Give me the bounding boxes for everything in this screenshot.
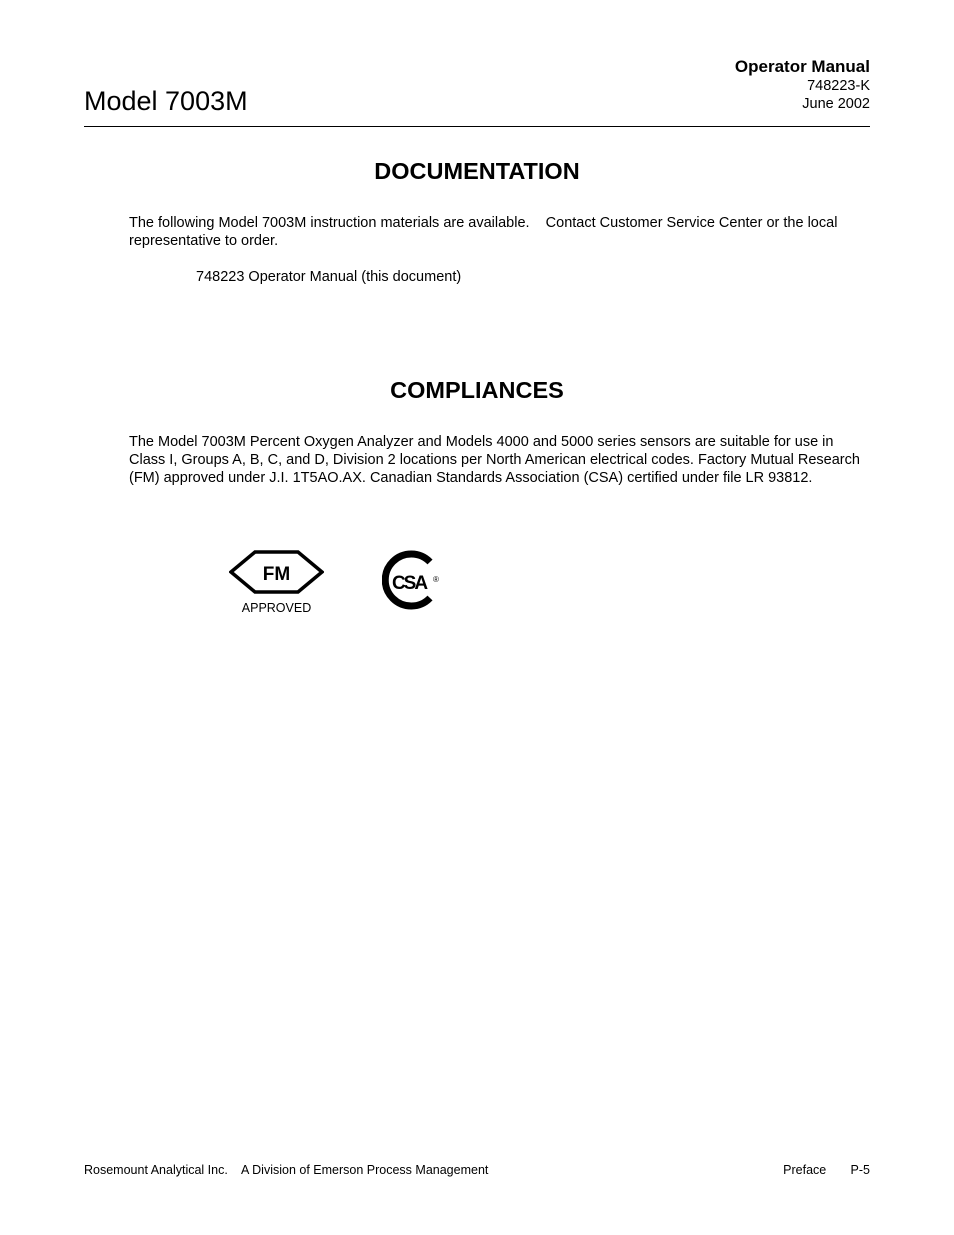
page-number: P-5 (850, 1163, 870, 1177)
compliances-heading: COMPLIANCES (390, 377, 564, 403)
csa-logo (382, 550, 442, 610)
documentation-intro: The following Model 7003M instruction materials are available. Contact Customer Service Center or the local representative to order. (129, 215, 842, 249)
documentation-heading: DOCUMENTATION (374, 158, 580, 184)
footer-company (84, 1162, 488, 1178)
fm-approved-label: APPROVED (241, 601, 312, 615)
footer-section: Preface (783, 1163, 827, 1177)
publication-date: June 2002 (802, 96, 870, 112)
footer-company-name: Rosemount Analytical Inc. (84, 1163, 228, 1177)
compliances-text: The Model 7003M Percent Oxygen Analyzer and Models 4000 and 5000 series sensors are suitable for use in Class I, Groups A, B, C, and D, Division 2 locations per North American electrical codes. Factory Mutual Research (FM) approved under J.I. 1T5AO.AX. Canadian Standards Association (CSA) certified under file LR 93812. (129, 434, 860, 486)
documentation-item: 748223 Operator Manual (this document) (196, 269, 462, 285)
csa-logo-text: CSA (391, 573, 427, 594)
registered-mark: ® (433, 575, 439, 584)
footer-page-info (783, 1162, 870, 1178)
model-title: Model 7003M (84, 86, 248, 116)
document-number: 748223-K (807, 78, 870, 94)
footer-division: A Division of Emerson Process Management (241, 1163, 489, 1177)
header-divider (84, 126, 870, 127)
manual-title: Operator Manual (734, 57, 870, 76)
fm-logo-text: FM (262, 564, 291, 585)
header-info (735, 57, 870, 113)
